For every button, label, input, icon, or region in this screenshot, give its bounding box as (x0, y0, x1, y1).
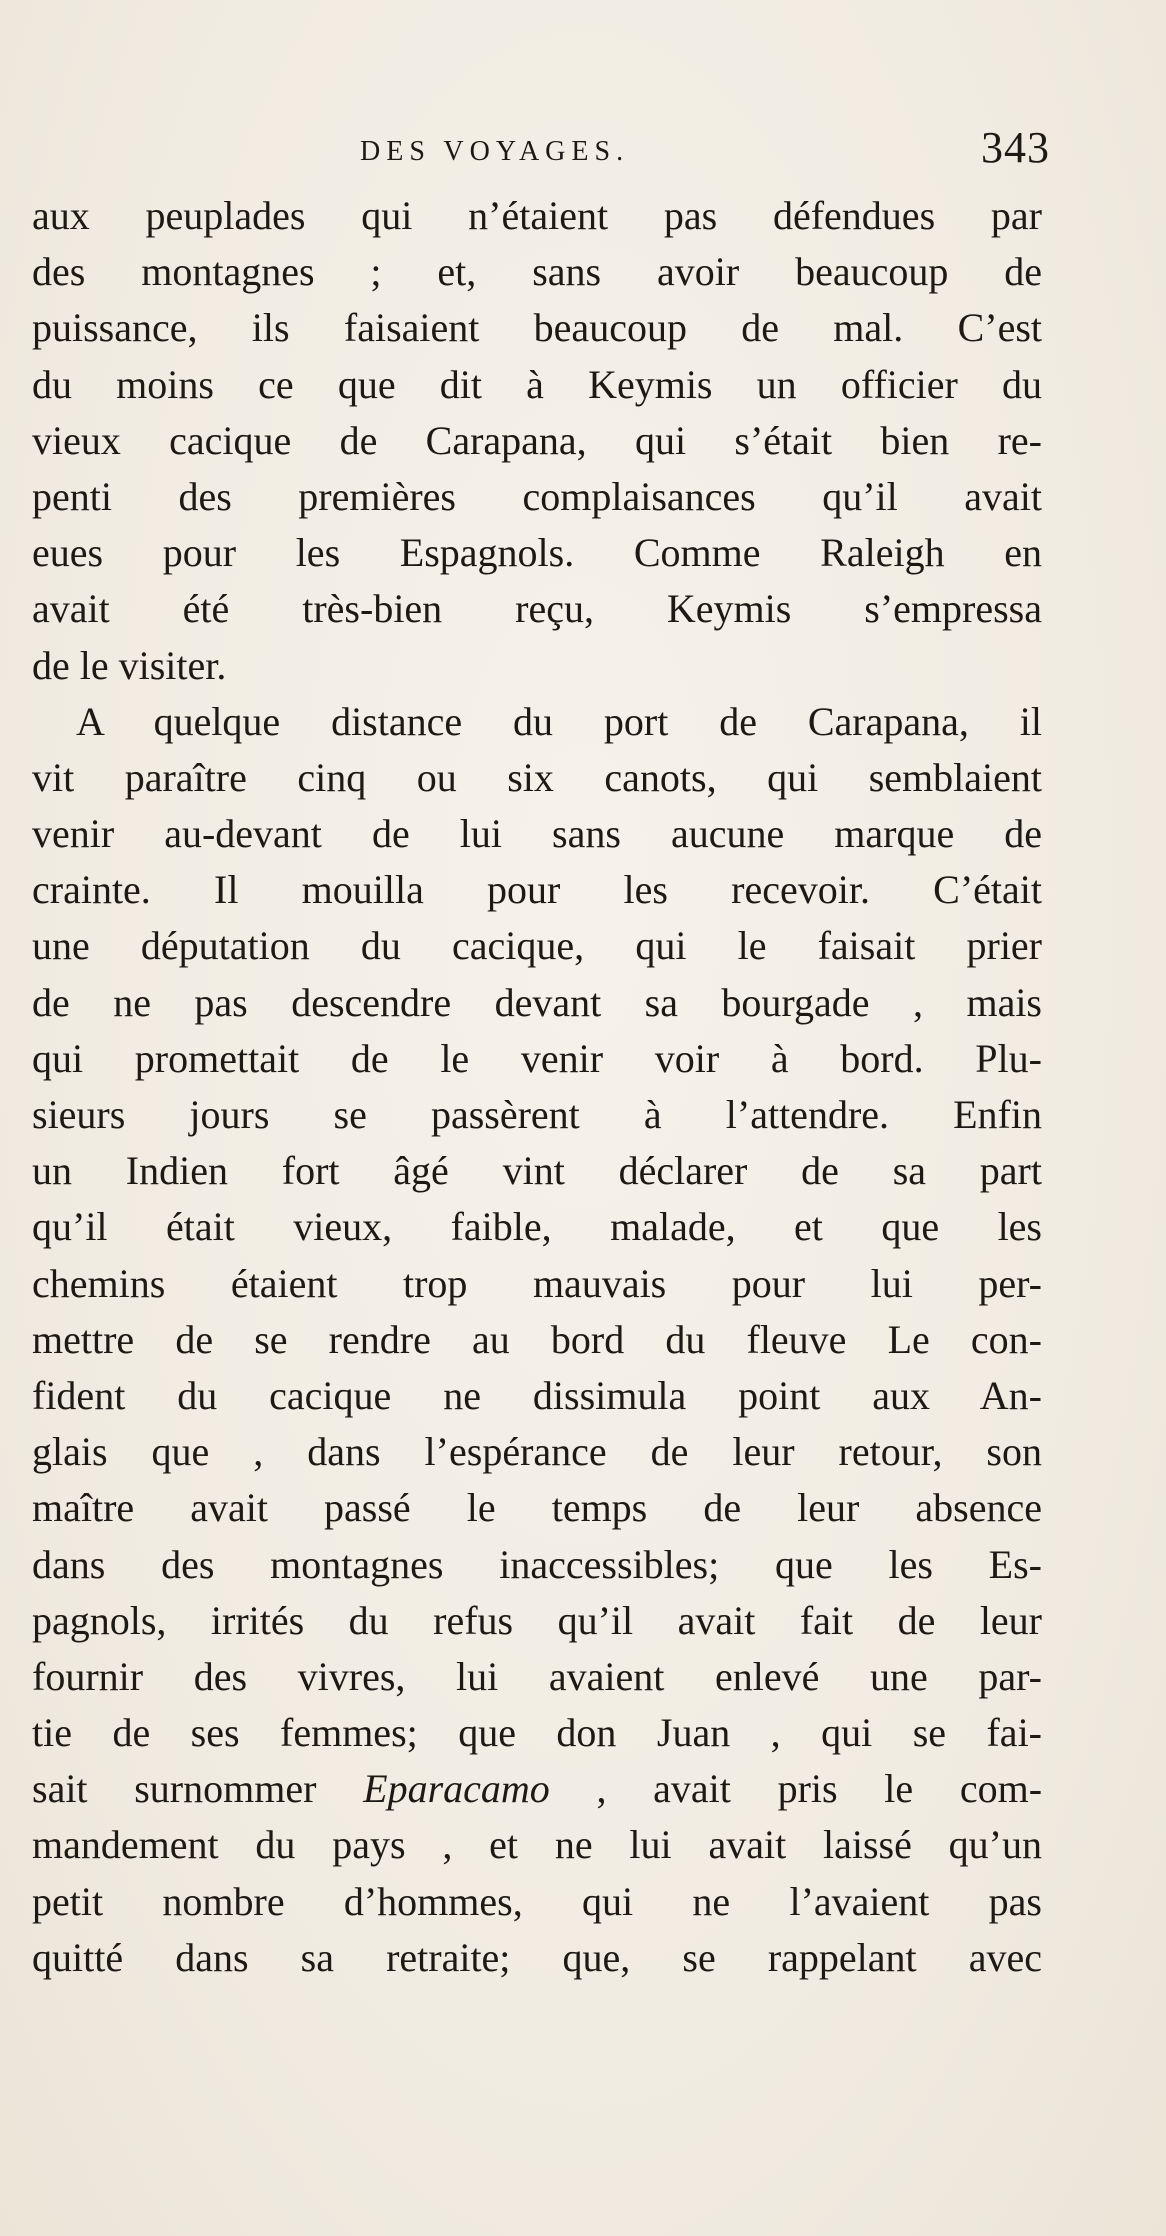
text-line: penti des premières complaisances qu’il avait (32, 473, 1042, 519)
text-line: de ne pas descendre devant sa bourgade , mais (32, 979, 1042, 1025)
text-line: vieux cacique de Carapana, qui s’était bien re- (32, 417, 1042, 463)
text-line: des montagnes ; et, sans avoir beaucoup de (32, 249, 1042, 295)
page-header (30, 122, 1050, 174)
italic-name: Eparacamo (363, 1766, 550, 1812)
text-line: crainte. Il mouilla pour les recevoir. C’était (32, 867, 1042, 913)
text-line: maître avait passé le temps de leur absence (32, 1485, 1042, 1531)
text-line: eues pour les Espagnols. Comme Raleigh en (32, 530, 1042, 576)
text-line: un Indien fort âgé vint déclarer de sa part (32, 1148, 1042, 1194)
text-line: chemins étaient trop mauvais pour lui per- (32, 1260, 1042, 1306)
text-line: une députation du cacique, qui le faisait prier (32, 923, 1042, 969)
text-line: aux peuplades qui n’étaient pas défendues par (32, 193, 1042, 238)
body-text (32, 188, 1042, 1986)
text-segment: sait surnommer (32, 1766, 317, 1812)
text-line: petit nombre d’hommes, qui ne l’avaient pas (32, 1878, 1042, 1924)
paragraph-end-line: de le visiter. (32, 642, 227, 688)
text-line: mettre de se rendre au bord du fleuve Le con- (32, 1316, 1042, 1362)
text-segment: , avait pris le com- (596, 1766, 1043, 1812)
text-line: fournir des vivres, lui avaient enlevé une par- (32, 1653, 1042, 1699)
text-line: tie de ses femmes; que don Juan , qui se fai- (32, 1710, 1042, 1756)
running-head: DES VOYAGES. (360, 136, 630, 167)
text-line: du moins ce que dit à Keymis un officier du (32, 361, 1042, 407)
text-line: mandement du pays , et ne lui avait laissé qu’un (32, 1822, 1042, 1868)
text-line: pagnols, irrités du refus qu’il avait fait de leur (32, 1597, 1042, 1643)
text-line: qui promettait de le venir voir à bord. Plu- (32, 1035, 1042, 1081)
text-line: qu’il était vieux, faible, malade, et que les (32, 1204, 1042, 1250)
text-line: venir au-devant de lui sans aucune marque de (32, 811, 1042, 857)
text-line: puissance, ils faisaient beaucoup de mal. C’est (32, 305, 1042, 351)
text-line: vit paraître cinq ou six canots, qui semblaient (32, 754, 1042, 800)
page-number: 343 (981, 123, 1050, 172)
text-line: dans des montagnes inaccessibles; que les Es- (32, 1541, 1042, 1587)
text-line: sieurs jours se passèrent à l’attendre. Enfin (32, 1092, 1042, 1137)
text-line-with-italic (32, 1761, 1042, 1817)
text-line: fident du cacique ne dissimula point aux An- (32, 1372, 1042, 1418)
text-line: glais que , dans l’espérance de leur retour, son (32, 1429, 1042, 1475)
text-line: avait été très-bien reçu, Keymis s’empressa (32, 586, 1042, 632)
text-line: quitté dans sa retraite; que, se rappelant avec (32, 1934, 1042, 1980)
paragraph-start-line: A quelque distance du port de Carapana, il (76, 698, 1042, 744)
